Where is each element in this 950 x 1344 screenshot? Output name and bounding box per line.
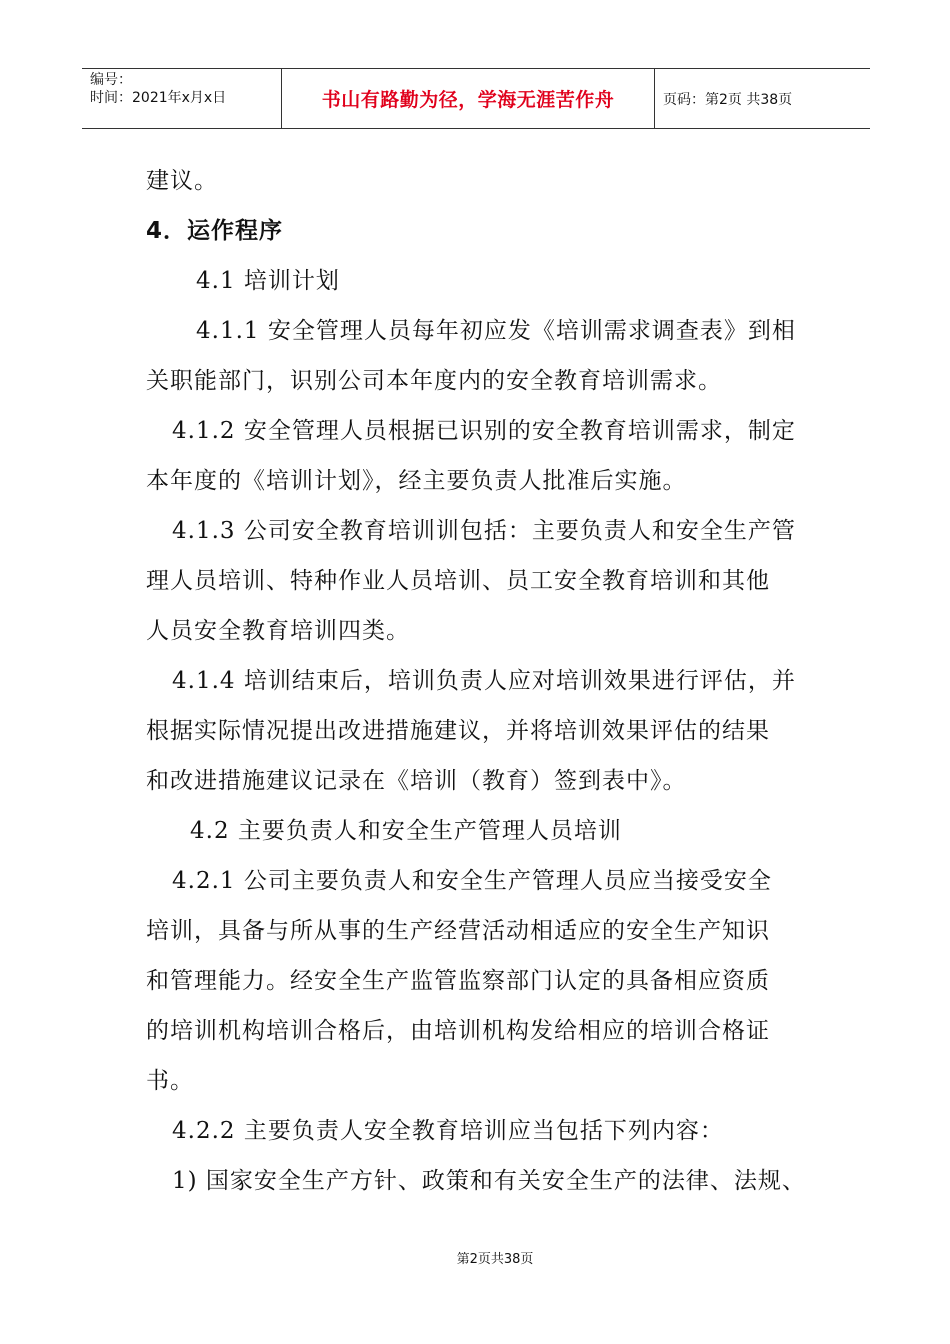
serial-label: 编号： xyxy=(90,72,132,88)
paragraph-line: 和改进措施建议记录在《培训（教育）签到表中》。 xyxy=(146,768,687,794)
paragraph-line: 4.1.1 安全管理人员每年初应发《培训需求调查表》到相 xyxy=(196,318,796,344)
document-body xyxy=(146,156,826,1206)
header-meta xyxy=(82,69,282,128)
paragraph-line: 的培训机构培训合格后，由培训机构发给相应的培训合格证 xyxy=(146,1018,770,1044)
paragraph-line: 书。 xyxy=(146,1068,194,1094)
header-page-label: 页码：第2页 共38页 xyxy=(663,91,793,108)
paragraph-line: 人员安全教育培训四类。 xyxy=(146,618,410,644)
paragraph-line: 关职能部门，识别公司本年度内的安全教育培训需求。 xyxy=(146,368,722,394)
paragraph-line: 培训，具备与所从事的生产经营活动相适应的安全生产知识 xyxy=(146,918,770,944)
paragraph-line: 4.1.3 公司安全教育培训训包括：主要负责人和安全生产管 xyxy=(172,518,796,544)
list-item: 1) 国家安全生产方针、政策和有关安全生产的法律、法规、 xyxy=(172,1168,806,1194)
paragraph-line: 本年度的《培训计划》，经主要负责人批准后实施。 xyxy=(146,468,687,494)
date-label: 时间：2021年x月x日 xyxy=(90,90,227,106)
page-header xyxy=(82,68,870,129)
section-heading: 4．运作程序 xyxy=(146,218,284,244)
paragraph-line: 建议。 xyxy=(146,168,218,194)
page-footer: 第2页共38页 xyxy=(456,1252,534,1267)
paragraph-line: 4.1.4 培训结束后，培训负责人应对培训效果进行评估，并 xyxy=(172,668,796,694)
paragraph-line: 4.2.2 主要负责人安全教育培训应当包括下列内容： xyxy=(172,1118,724,1144)
subsection-heading: 4.2 主要负责人和安全生产管理人员培训 xyxy=(190,818,622,844)
paragraph-line: 4.1.2 安全管理人员根据已识别的安全教育培训需求，制定 xyxy=(172,418,796,444)
paragraph-line: 和管理能力。经安全生产监管监察部门认定的具备相应资质 xyxy=(146,968,770,994)
paragraph-line: 根据实际情况提出改进措施建议，并将培训效果评估的结果 xyxy=(146,718,770,744)
paragraph-line: 4.2.1 公司主要负责人和安全生产管理人员应当接受安全 xyxy=(172,868,772,894)
subsection-heading: 4.1 培训计划 xyxy=(196,268,340,294)
header-motto: 书山有路勤为径，学海无涯苦作舟 xyxy=(282,69,655,128)
paragraph-line: 理人员培训、特种作业人员培训、员工安全教育培训和其他 xyxy=(146,568,770,594)
